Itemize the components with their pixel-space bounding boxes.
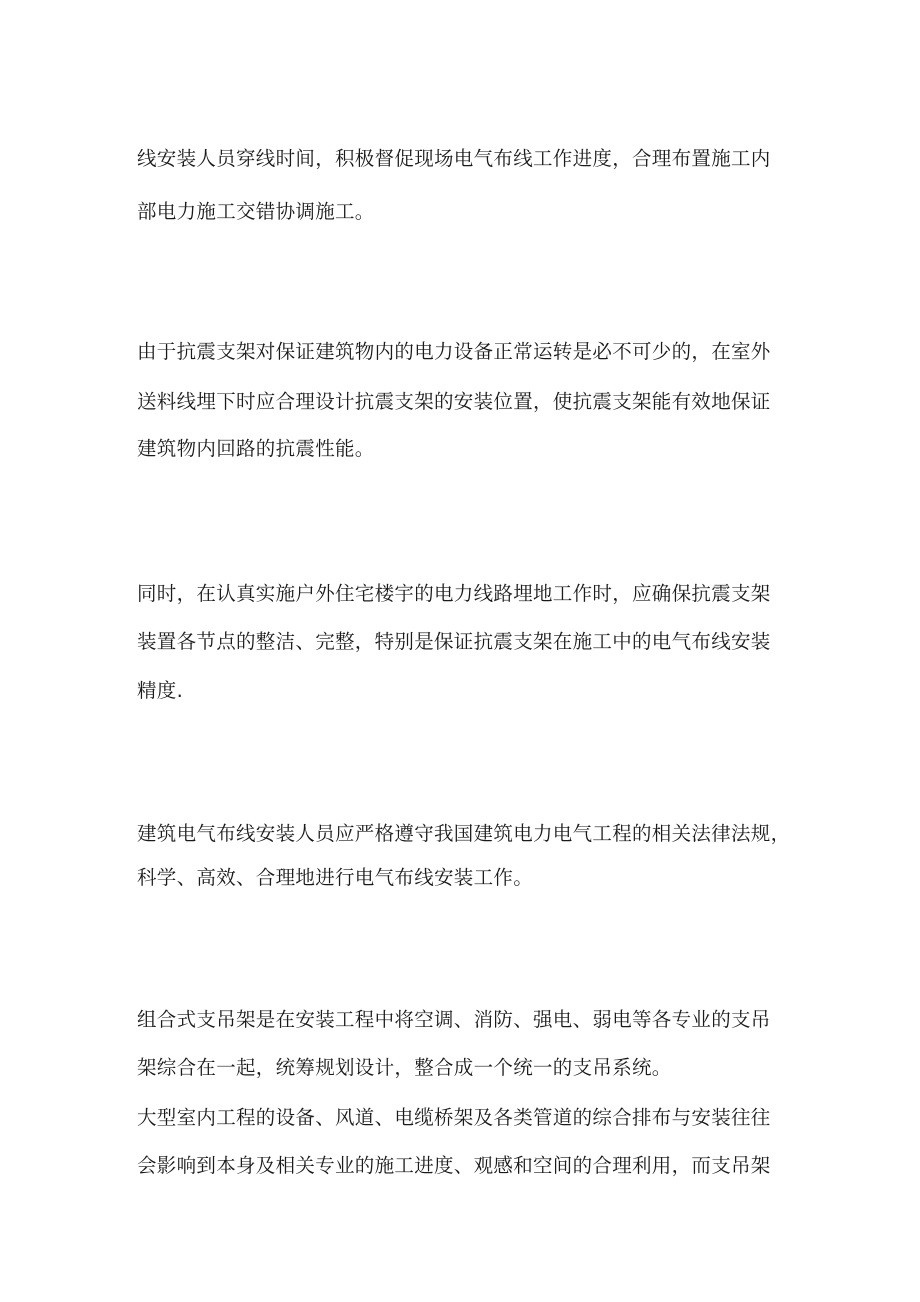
paragraph-3-line-2: 装置各节点的整洁、完整，特别是保证抗震支架在施工中的电气布线安装: [137, 630, 771, 653]
paragraph-5-line-2: 架综合在一起，统筹规划设计，整合成一个统一的支吊系统。: [137, 1056, 672, 1079]
paragraph-1-line-2: 部电力施工交错协调施工。: [137, 200, 375, 223]
paragraph-3-line-1: 同时，在认真实施户外住宅楼宇的电力线路埋地工作时，应确保抗震支架: [137, 582, 771, 605]
paragraph-2-line-2: 送料线埋下时应合理设计抗震支架的安装位置，使抗震支架能有效地保证: [137, 390, 771, 413]
paragraph-1-line-1: 线安装人员穿线时间，积极督促现场电气布线工作进度，合理布置施工内: [137, 147, 771, 170]
paragraph-4-line-2: 科学、高效、合理地进行电气布线安装工作。: [137, 866, 534, 889]
paragraph-5-line-3: 大型室内工程的设备、风道、电缆桥架及各类管道的综合排布与安装往往: [137, 1106, 771, 1129]
paragraph-4-line-1: 建筑电气布线安装人员应严格遵守我国建筑电力电气工程的相关法律法规，: [137, 822, 791, 845]
paragraph-2-line-1: 由于抗震支架对保证建筑物内的电力设备正常运转是必不可少的，在室外: [137, 340, 771, 363]
paragraph-5-line-1: 组合式支吊架是在安装工程中将空调、消防、强电、弱电等各专业的支吊: [137, 1008, 771, 1031]
paragraph-3-line-3: 精度.: [137, 679, 184, 702]
paragraph-2-line-3: 建筑物内回路的抗震性能。: [137, 437, 375, 460]
paragraph-5-line-4: 会影响到本身及相关专业的施工进度、观感和空间的合理利用，而支吊架: [137, 1154, 771, 1177]
